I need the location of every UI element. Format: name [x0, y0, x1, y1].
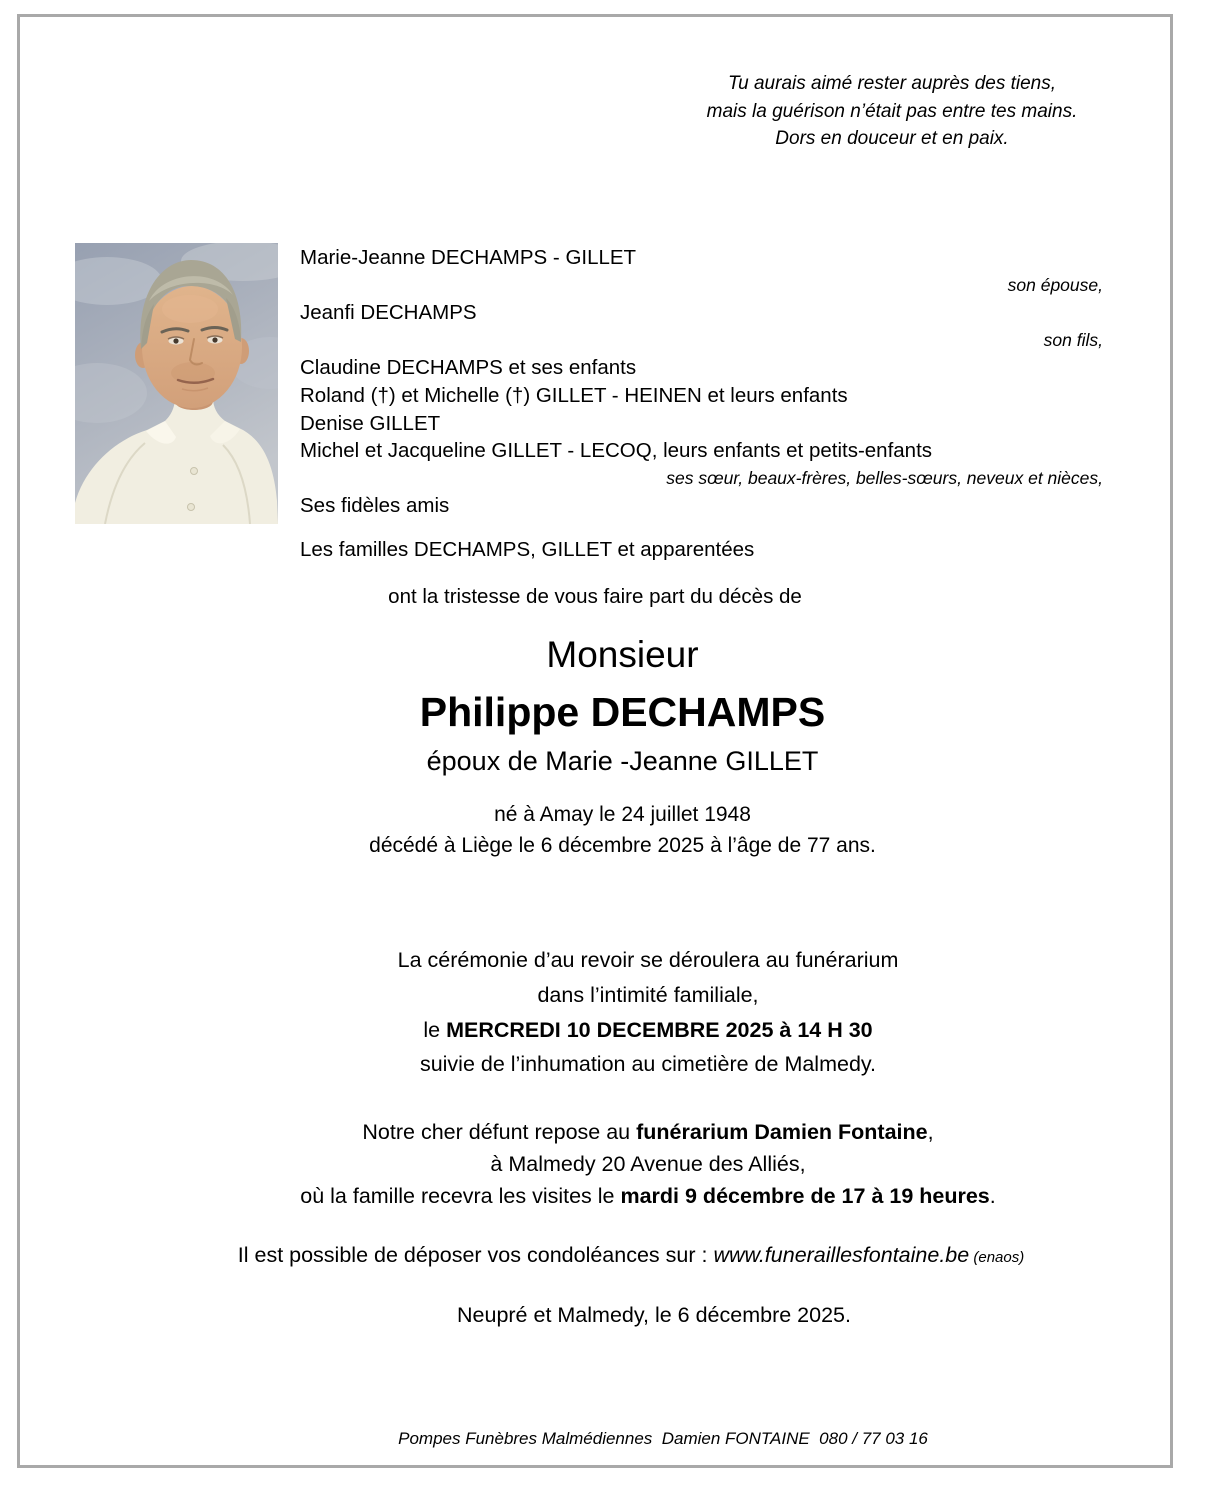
place-date-line: Neupré et Malmedy, le 6 décembre 2025.: [457, 1303, 851, 1327]
family-member: Marie-Jeanne DECHAMPS - GILLET: [300, 246, 637, 269]
epitaph-line: Dors en douceur et en paix.: [775, 128, 1009, 149]
ceremony-line: dans l’intimité familiale,: [537, 982, 759, 1007]
epitaph-line: mais la guérison n’était pas entre tes mains.: [706, 100, 1078, 122]
visits-schedule: mardi 9 décembre de 17 à 19 heures: [620, 1184, 990, 1208]
condolences-line: [47, 1243, 1215, 1268]
visits-block: [80, 1116, 1215, 1212]
visits-text: .: [989, 1184, 996, 1208]
funeral-home-footer: Pompes Funèbres Malmédiennes Damien FONTAINE 080 / 77 03 16: [398, 1429, 928, 1448]
family-list: [300, 244, 1103, 520]
visits-line: [80, 1180, 1215, 1212]
ceremony-block: [80, 943, 1215, 1082]
portrait-photo: [75, 243, 278, 524]
visits-text: ,: [927, 1120, 934, 1144]
epitaph-line: Tu aurais aimé rester auprès des tiens,: [727, 73, 1057, 94]
birth-line: né à Amay le 24 juillet 1948: [494, 803, 751, 826]
family-relation: son fils,: [1043, 329, 1103, 350]
family-member: Denise GILLET: [300, 411, 441, 435]
condolences-note: (enaos): [969, 1249, 1025, 1266]
family-relation: ses sœur, beaux-frères, belles-sœurs, neveux et nièces,: [666, 467, 1103, 488]
ceremony-date: MERCREDI 10 DECEMBRE 2025 à 14 H 30: [446, 1017, 873, 1042]
deceased-title: Monsieur: [546, 634, 699, 675]
condolences-url: www.funeraillesfontaine.be: [713, 1243, 970, 1267]
family-member: Ses fidèles amis: [300, 494, 450, 518]
family-member: Roland (†) et Michelle (†) GILLET - HEINEN et leurs enfants: [300, 383, 848, 407]
ceremony-date-prefix: le: [423, 1017, 447, 1042]
ceremony-date-line: [80, 1013, 1215, 1048]
family-member: Claudine DECHAMPS et ses enfants: [300, 356, 637, 380]
family-member: Michel et Jacqueline GILLET - LECOQ, leurs enfants et petits-enfants: [300, 439, 933, 463]
visits-address: à Malmedy 20 Avenue des Alliés,: [490, 1152, 806, 1176]
announcement-intro: ont la tristesse de vous faire part du décès de: [388, 585, 802, 608]
visits-line: [80, 1116, 1215, 1148]
visits-text: où la famille recevra les visites le: [300, 1184, 621, 1208]
ceremony-line: La cérémonie d’au revoir se déroulera au funérarium: [397, 948, 899, 972]
family-member: Jeanfi DECHAMPS: [300, 301, 477, 325]
visits-text: Notre cher défunt repose au: [362, 1120, 637, 1144]
deceased-spouse-of: époux de Marie -Jeanne GILLET: [426, 746, 819, 776]
death-line: décédé à Liège le 6 décembre 2025 à l’âge de 77 ans.: [369, 834, 876, 857]
deceased-name: Philippe DECHAMPS: [419, 689, 826, 735]
ceremony-line: suivie de l’inhumation au cimetière de Malmedy.: [419, 1052, 877, 1077]
portrait-illustration: [75, 243, 278, 524]
families-line: Les familles DECHAMPS, GILLET et apparentées: [300, 538, 755, 561]
family-relation: son épouse,: [1007, 274, 1103, 295]
condolences-text: Il est possible de déposer vos condoléances sur :: [237, 1243, 714, 1267]
funeral-home-name: funérarium Damien Fontaine: [636, 1120, 928, 1144]
epitaph-verse: [592, 70, 1192, 153]
